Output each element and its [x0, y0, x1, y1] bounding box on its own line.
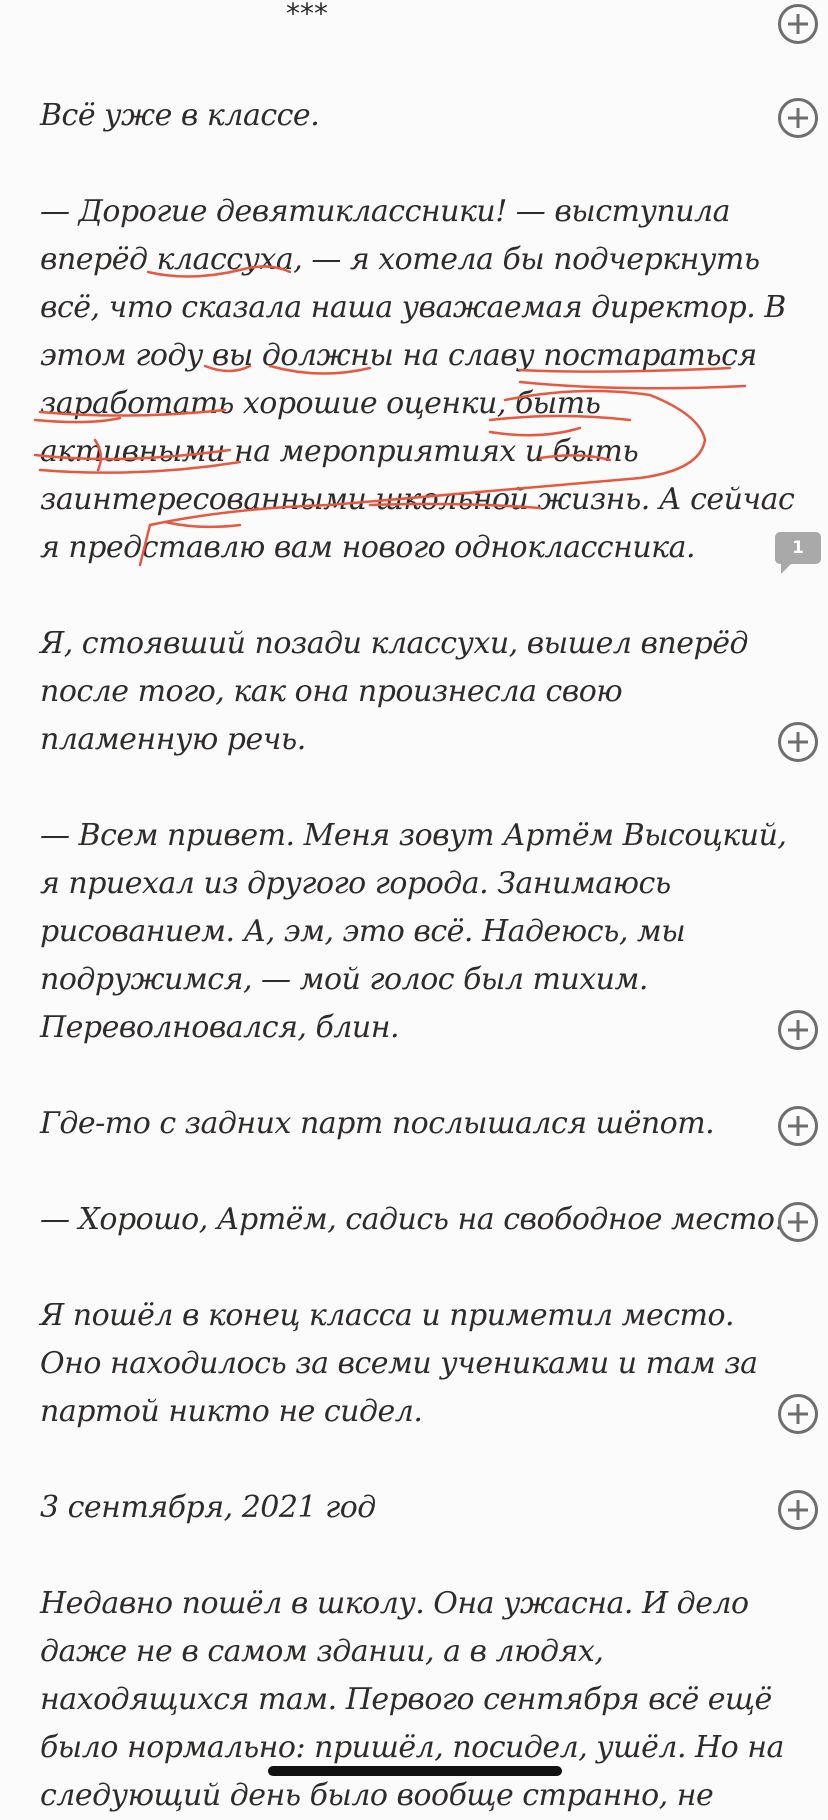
add-comment-icon[interactable]	[778, 1490, 818, 1530]
home-indicator[interactable]	[268, 1766, 562, 1776]
paragraph-line: Недавно пошёл в школу. Она ужасна. И дело	[40, 1586, 749, 1621]
paragraph-line: Я, стоявший позади классухи, вышел вперёд	[40, 626, 748, 661]
add-comment-icon[interactable]	[778, 1202, 818, 1242]
paragraph	[40, 1484, 780, 1532]
paragraph-line: этом году вы должны на славу постараться	[40, 338, 757, 373]
paragraph-line: заработать хорошие оценки, быть	[40, 386, 601, 421]
paragraph-line: я приехал из другого города. Занимаюсь	[40, 866, 671, 901]
add-comment-icon[interactable]	[778, 722, 818, 762]
paragraph-line: — Дорогие девятиклассники! — выступила	[40, 194, 731, 229]
paragraph	[40, 188, 795, 572]
comment-count-badge[interactable]: 1	[775, 532, 821, 564]
paragraph	[40, 812, 787, 1052]
paragraph	[40, 1580, 784, 1820]
paragraph	[40, 92, 780, 140]
paragraph	[40, 1100, 780, 1148]
paragraph-line: — Всем привет. Меня зовут Артём Высоцкий,	[40, 818, 787, 853]
paragraph-line: рисованием. А, эм, это всё. Надеюсь, мы	[40, 914, 686, 949]
paragraph-line: 3 сентября, 2021 год	[40, 1490, 376, 1525]
paragraph	[40, 1196, 784, 1244]
paragraph-line: следующий день было вообще странно, не	[40, 1778, 714, 1813]
paragraph-line: Переволновался, блин.	[40, 1010, 400, 1045]
add-comment-icon[interactable]	[778, 4, 818, 44]
paragraph-line: Я пошёл в конец класса и приметил место.	[40, 1298, 735, 1333]
paragraph-line: подружимся, — мой голос был тихим.	[40, 962, 648, 997]
paragraph-line: Где-то с задних парт послышался шёпот.	[40, 1106, 715, 1141]
paragraph	[40, 1292, 780, 1436]
paragraph-line: партой никто не сидел.	[40, 1394, 423, 1429]
paragraph-line: пламенную речь.	[40, 722, 306, 757]
paragraph-line: вперёд классуха, — я хотела бы подчеркнуть	[40, 242, 760, 277]
paragraph-line: находящихся там. Первого сентября всё ещё	[40, 1682, 772, 1717]
paragraph-line: — Хорошо, Артём, садись на свободное место.	[40, 1202, 784, 1237]
paragraph-line: Оно находилось за всеми учениками и там за	[40, 1346, 758, 1381]
paragraph-line: было нормально: пришёл, посидел, ушёл. Но на	[40, 1730, 784, 1765]
paragraph-line: даже не в самом здании, а в людях,	[40, 1634, 604, 1669]
paragraph-line: активными на мероприятиях и быть	[40, 434, 639, 469]
add-comment-icon[interactable]	[778, 1394, 818, 1434]
paragraph-line: я представлю вам нового одноклассника.	[40, 530, 696, 565]
add-comment-icon[interactable]	[778, 1106, 818, 1146]
paragraph-line: Всё уже в классе.	[40, 98, 320, 133]
paragraph-line: заинтересованными школьной жизнь. А сейчас	[40, 482, 795, 517]
paragraph-line: всё, что сказала наша уважаемая директор. В	[40, 290, 786, 325]
add-comment-icon[interactable]	[778, 98, 818, 138]
add-comment-icon[interactable]	[778, 1010, 818, 1050]
paragraph	[40, 620, 780, 764]
paragraph-line: после того, как она произнесла свою	[40, 674, 623, 709]
chapter-separator: ***	[286, 0, 328, 30]
